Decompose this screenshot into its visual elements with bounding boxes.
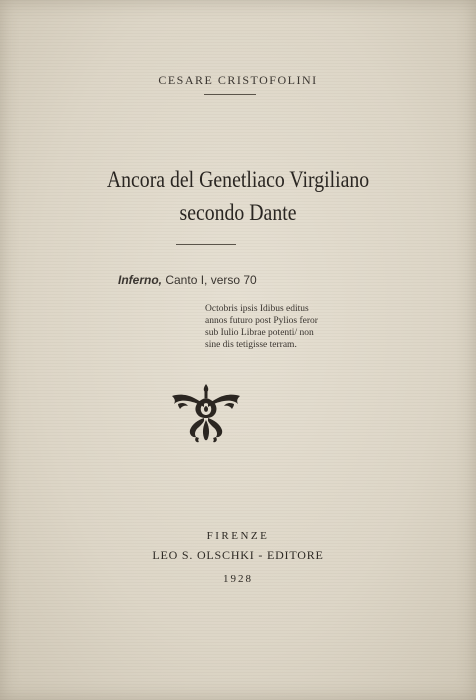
- book-title: [33, 163, 442, 229]
- author-rule: [204, 94, 256, 95]
- epigraph-line: annos futuro post Pylios feror: [205, 316, 318, 326]
- fleuron-ornament-icon: [168, 382, 244, 444]
- title-line-2: secondo Dante: [179, 200, 297, 225]
- title-rule: [176, 244, 236, 245]
- epigraph-line: sub Iulio Librae potenti/ non: [205, 328, 314, 338]
- title-line-1: Ancora del Genetliaco Virgiliano: [106, 167, 370, 192]
- reference-work: Inferno,: [118, 273, 162, 287]
- author-name: CESARE CRISTOFOLINI: [158, 73, 318, 87]
- latin-epigraph: [205, 303, 365, 351]
- epigraph-line: sine dis tetigisse terram.: [205, 340, 297, 350]
- canto-reference: [118, 273, 257, 287]
- imprint-publisher: LEO S. OLSCHKI - EDITORE: [152, 548, 324, 562]
- epigraph-line: Octobris ipsis Idibus editus: [205, 304, 309, 314]
- imprint-year: 1928: [223, 573, 253, 585]
- reference-location: Canto I, verso 70: [165, 273, 257, 287]
- imprint-city: FIRENZE: [206, 530, 270, 542]
